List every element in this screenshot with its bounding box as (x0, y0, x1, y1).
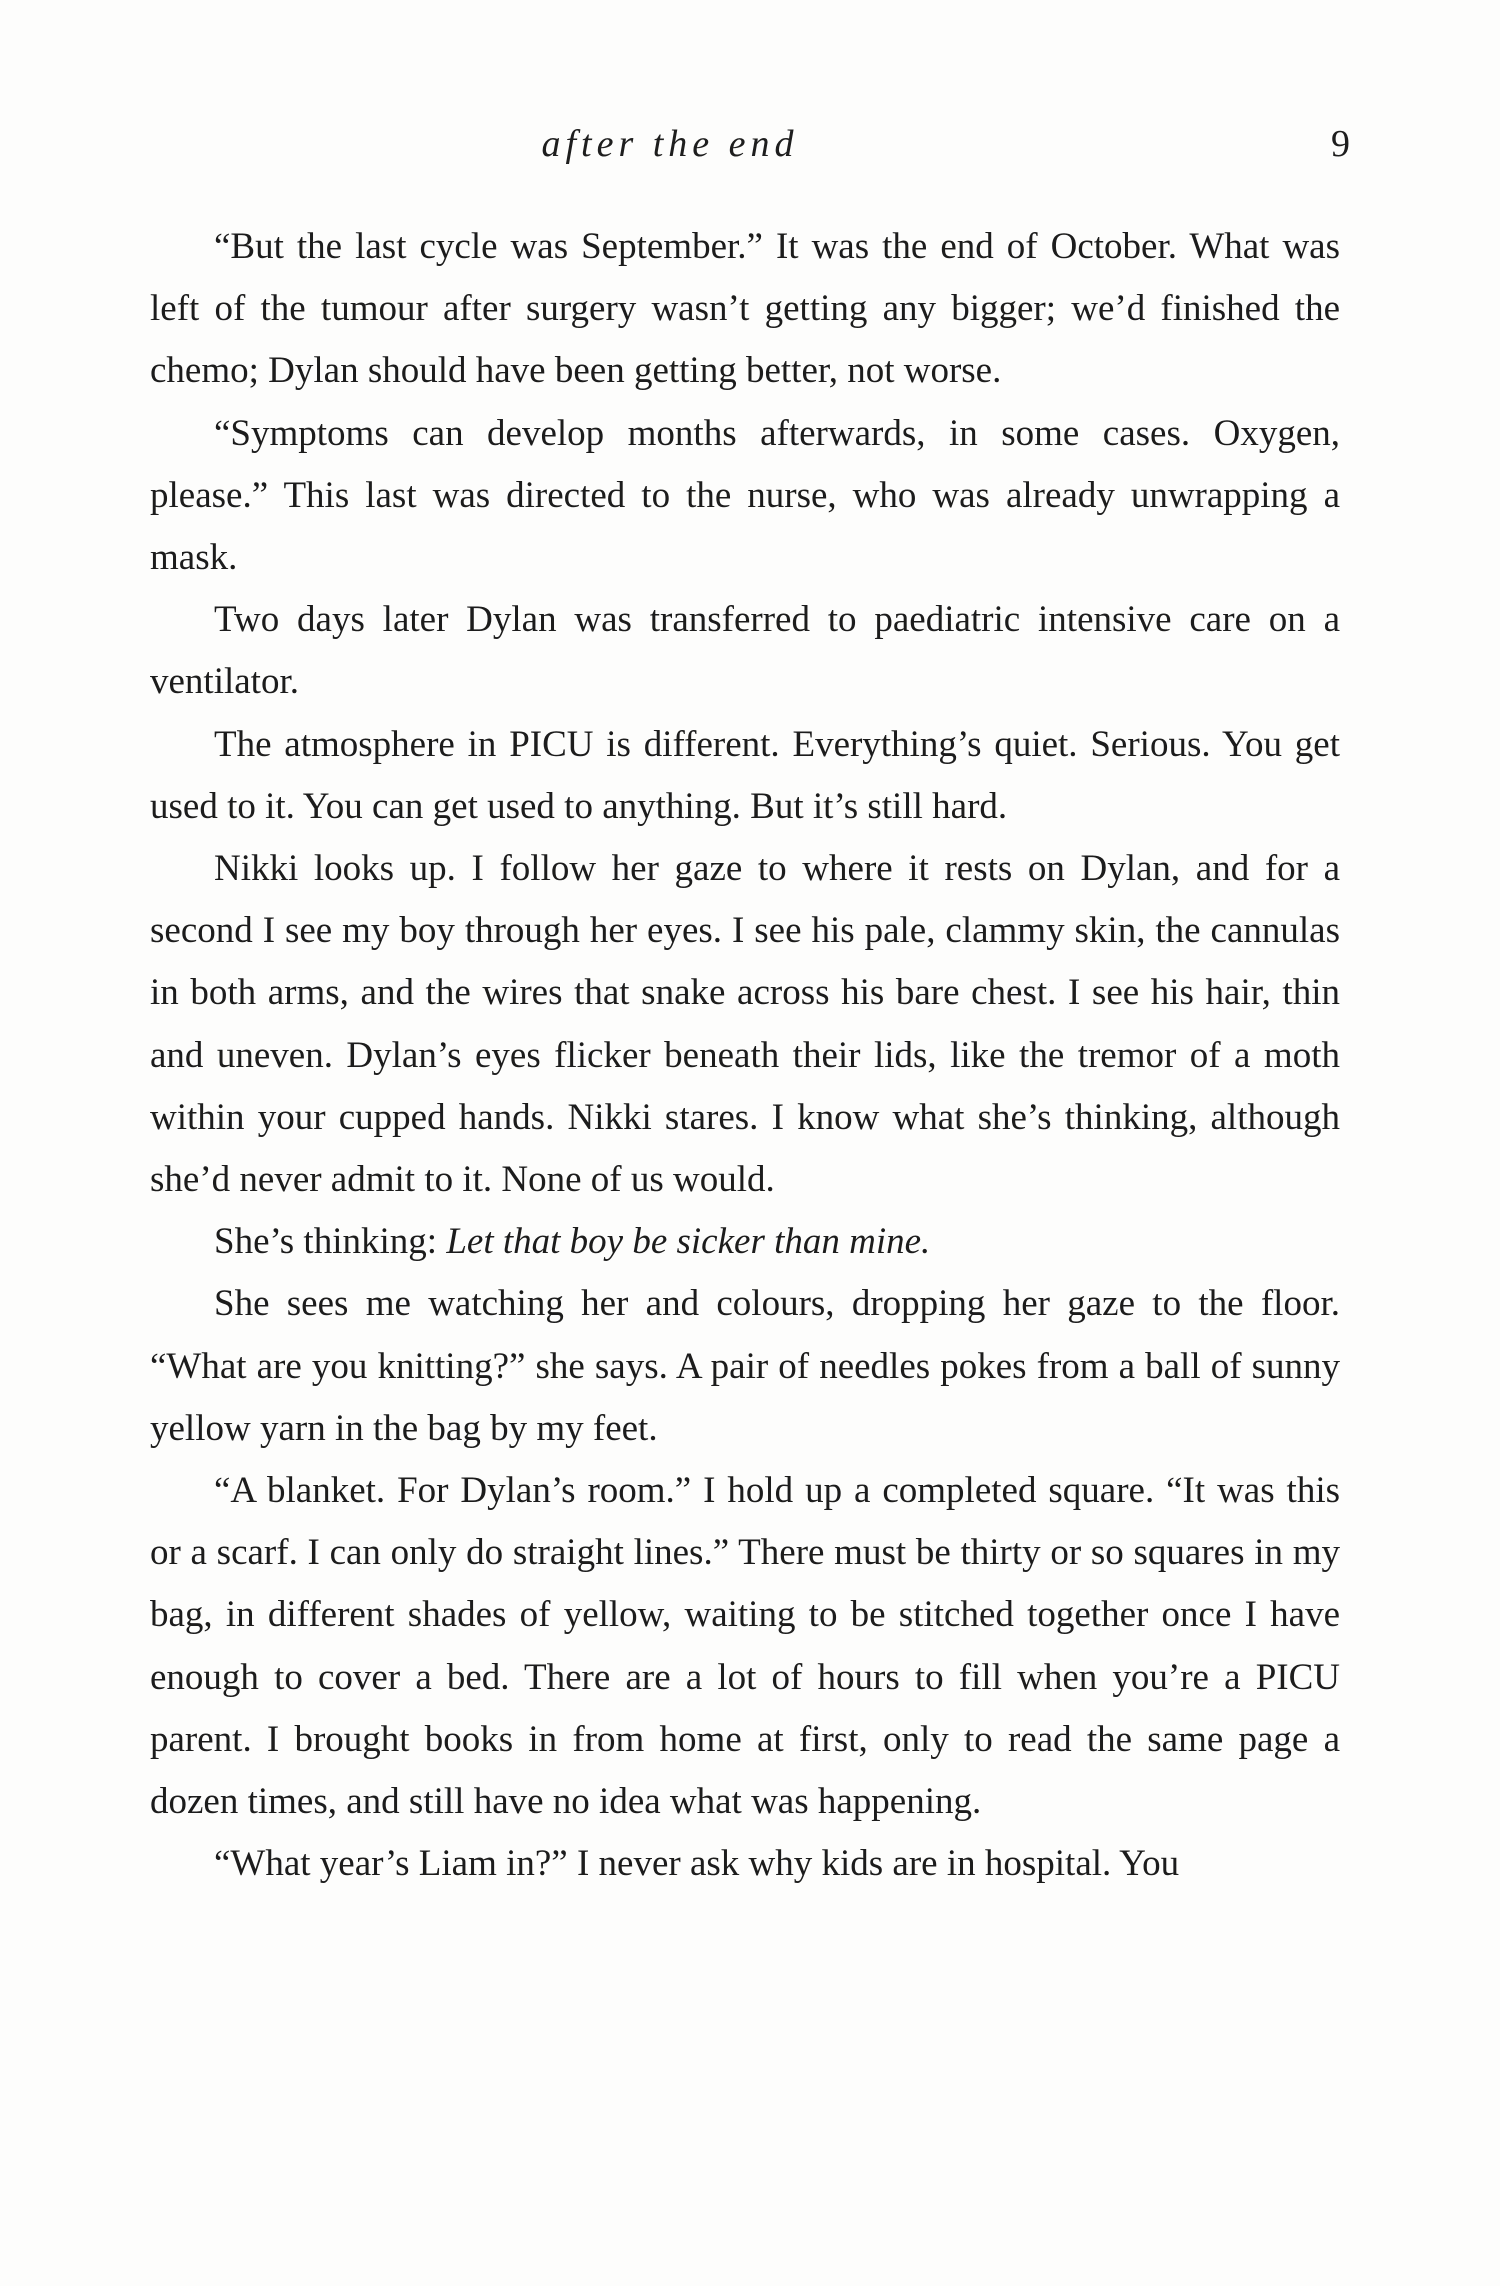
paragraph: She sees me watching her and colours, dropping her gaze to the floor. “What are you knitting?” she says. A pair of needles pokes from a ball of sunny yellow yarn in the bag by my feet. (150, 1283, 1340, 1449)
paragraph: “But the last cycle was September.” It was the end of October. What was left of the tumour after surgery wasn’t getting any bigger; we’d finished the chemo; Dylan should have been getting better, not worse. (150, 226, 1340, 392)
paragraph: Two days later Dylan was transferred to paediatric intensive care on a ventilator. (150, 599, 1340, 703)
running-title: after the end (541, 123, 799, 165)
paragraph: Nikki looks up. I follow her gaze to where it rests on Dylan, and for a second I see my boy through her eyes. I see his pale, clammy skin, the cannulas in both arms, and the wires that snake across his bare chest. I see his hair, thin and uneven. Dylan’s eyes flicker beneath their lids, like the tremor of a moth within your cupped hands. Nikki stares. I know what she’s thinking, although she’d never admit to it. None of us would. (150, 848, 1340, 1201)
paragraph-lead: She’s thinking: (214, 1221, 447, 1263)
paragraph: “A blanket. For Dylan’s room.” I hold up a completed square. “It was this or a scarf. I can only do straight lines.” There must be thirty or so squares in my bag, in different shades of yellow, waiting to be stitched together once I have enough to cover a bed. There are a lot of hours to fill when you’re a PICU parent. I brought books in from home at first, only to read the same page a dozen times, and still have no idea what was happening. (150, 1470, 1340, 1823)
running-head (0, 116, 1500, 172)
page-number: 9 (1331, 123, 1350, 165)
paragraph: “Symptoms can develop months afterwards, in some cases. Oxygen, please.” This last was directed to the nurse, who was already unwrapping a mask. (150, 412, 1340, 579)
body-text (150, 216, 1340, 1895)
italic-thought: Let that boy be sicker than mine. (446, 1221, 931, 1263)
paragraph: “What year’s Liam in?” I never ask why kids are in hospital. You (214, 1843, 1180, 1885)
paragraph: The atmosphere in PICU is different. Everything’s quiet. Serious. You get used to it. You can get used to anything. But it’s still hard. (150, 723, 1340, 827)
paragraph (150, 1211, 1340, 1273)
